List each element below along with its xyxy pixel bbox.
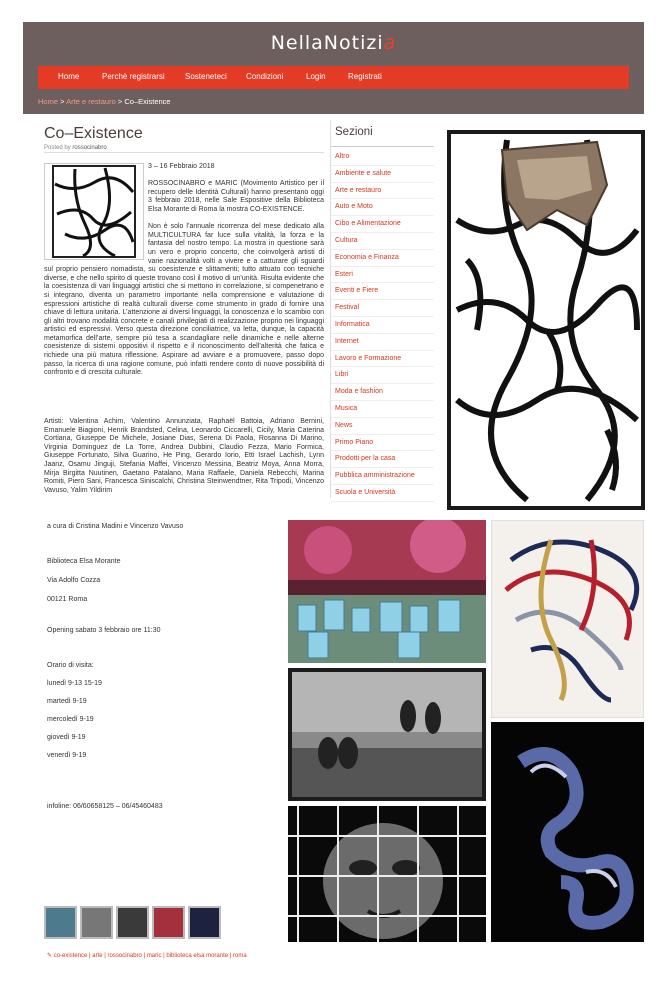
street-text: Via Adolfo Cozza <box>47 577 101 584</box>
sidebar-item[interactable]: Libri <box>331 367 434 384</box>
sidebar-item[interactable]: Esteri <box>331 267 434 284</box>
thumbnail-2[interactable] <box>80 906 113 939</box>
tag-list: ✎ co-existence | arte | rossocinabro | maric | biblioteca elsa morante | roma <box>47 953 247 959</box>
sidebar-item[interactable]: Cibo e Alimentazione <box>331 216 434 233</box>
hours-wednesday: mercoledì 9-19 <box>47 716 94 723</box>
nav-perche-registrarsi[interactable]: Perchè registrarsi <box>102 72 165 81</box>
tag-link[interactable]: rossocinabro <box>107 953 142 959</box>
hours-monday: lunedì 9-13 15-19 <box>47 680 102 687</box>
sidebar-item[interactable]: Pubblica amministrazione <box>331 468 434 485</box>
city-text: 00121 Roma <box>47 596 88 603</box>
gallery-image-chairs[interactable] <box>288 520 486 663</box>
tag-link[interactable]: arte <box>92 953 103 959</box>
sidebar-item[interactable]: Economia e Finanza <box>331 250 434 267</box>
sidebar-item[interactable]: Eventi e Fiere <box>331 283 434 300</box>
gallery-image-face[interactable] <box>288 806 486 942</box>
sidebar-item[interactable]: Moda e fashion <box>331 384 434 401</box>
sidebar-item[interactable]: Internet <box>331 334 434 351</box>
breadcrumb-section[interactable]: Arte e restauro <box>66 97 116 106</box>
artists-list: Artisti: Valentina Achim, Valentino Annunziata, Raphaël Battoia, Adriano Bernini, Emanuele Biagioni, Henrik Brandsted, Celina, Leonardo Ciccarelli, Cicily, Maria Caterina Cortiana, Giuseppe De Michele, Josiane Dias, Serena Di Paola, Rosanna Di Marino, Virginia Dominguez de La Torre, Andrea Dubbini, Claudio Fezza, Mario Formica, Giuseppe Fortunato, Silva Guarino, He Ping, Gerardo Iorio, Etti Israel Lachish, Lynn Jaanz, Osamu Jinguji, Stefania Maffei, Vincenzo Messina, Beatriz Moya, Anna Morra, Mirja Birgitta Nuutinen, Gaetano Patalano, Maria Raffaele, Daniela Rebecchi, Marina Romiti, Piero Sani, Francesca Siniscalchi, Christina Steinwendtner, Rita Tripodi, Vincenzo Vavuso, Yalim Yildirim <box>44 418 324 494</box>
sections-sidebar <box>330 120 434 498</box>
sidebar-item[interactable]: Informatica <box>331 317 434 334</box>
hours-label: Orario di visita: <box>47 662 94 669</box>
gallery-image-street-photo[interactable] <box>288 668 486 801</box>
sidebar-title: Sezioni <box>331 120 434 147</box>
gallery-image-mask[interactable] <box>491 520 644 718</box>
tag-icon: ✎ <box>47 953 54 959</box>
tag-link[interactable]: co-existence <box>53 953 88 959</box>
breadcrumb-home[interactable]: Home <box>38 97 59 106</box>
gallery-image-blue-figure[interactable] <box>491 722 644 942</box>
hours-tuesday: martedì 9-19 <box>47 698 87 705</box>
nav-condizioni[interactable]: Condizioni <box>246 72 284 81</box>
breadcrumb: Home > Arte e restauro > Co–Existence <box>38 97 171 106</box>
site-header <box>23 22 644 114</box>
tag-link[interactable]: roma <box>233 953 247 959</box>
venue-text: Biblioteca Elsa Morante <box>47 558 121 565</box>
infoline-text: infoline: 06/60658125 – 06/45460483 <box>47 803 163 810</box>
nav-registrati[interactable]: Registrati <box>348 72 382 81</box>
sidebar-item[interactable]: Altro <box>331 149 434 166</box>
thumbnail-5[interactable] <box>188 906 221 939</box>
sidebar-item[interactable]: Primo Piano <box>331 435 434 452</box>
tag-link[interactable]: biblioteca elsa morante <box>166 953 229 959</box>
tag-link[interactable]: maric <box>146 953 162 959</box>
sidebar-item[interactable]: Auto e Moto <box>331 199 434 216</box>
sidebar-item[interactable]: Lavoro e Formazione <box>331 351 434 368</box>
article-date: 3 – 16 Febbraio 2018 <box>148 163 215 170</box>
thumbnail-3[interactable] <box>116 906 149 939</box>
post-title: Co–Existence <box>44 125 143 142</box>
nav-login[interactable]: Login <box>306 72 326 81</box>
main-nav <box>38 66 629 89</box>
posted-by: Posted by rossocinabro <box>44 145 107 151</box>
hours-thursday: giovedì 9-19 <box>47 734 86 741</box>
author-link[interactable]: rossocinabro <box>72 145 107 151</box>
sidebar-item[interactable]: Prodotti per la casa <box>331 451 434 468</box>
divider <box>44 152 324 153</box>
sidebar-item[interactable]: Musica <box>331 401 434 418</box>
thumbnail-1[interactable] <box>44 906 77 939</box>
sidebar-item[interactable]: Cultura <box>331 233 434 250</box>
sidebar-item[interactable]: News <box>331 418 434 435</box>
sidebar-item[interactable]: Scuola e Università <box>331 485 434 502</box>
site-logo[interactable]: NellaNotizia <box>270 32 397 54</box>
nav-home[interactable]: Home <box>58 72 80 81</box>
sidebar-item[interactable]: Arte e restauro <box>331 183 434 200</box>
article-thumbnail[interactable] <box>44 163 144 260</box>
article-paragraph: ROSSOCINABRO e MARIC (Movimento Artistico per il recupero delle Identità Culturali) hanno presentano oggi 3 febbraio 2018, nelle Sale Espositive della Biblioteca Elsa Morante di Roma la mostra CO-EXISTENCE. <box>148 180 324 213</box>
hours-friday: venerdì 9-19 <box>47 752 87 759</box>
opening-text: Opening sabato 3 febbraio ore 11:30 <box>47 627 161 634</box>
curator-text: a cura di Cristina Madini e Vincenzo Vavuso <box>47 523 184 530</box>
breadcrumb-current: Co–Existence <box>124 97 171 106</box>
sidebar-item[interactable]: Ambiente e salute <box>331 166 434 183</box>
sidebar-item[interactable]: Festival <box>331 300 434 317</box>
artwork-coexistence[interactable] <box>447 130 645 510</box>
article-paragraph: Non è solo l’annuale ricorrenza del mese dedicato alla MULTICULTURA far luce sulla vitalità, la forza e la fantasia del nostro tempo. La mostra in questione sarà un vero e proprio concerto, che coinvolgerà artisti di varie nazionalità volti a vivere e a catturare gli sguardi sul proprio pensiero nomadista, su coesistenze e slittamenti; tutto attuato con tecniche diverse, e che nello spirito di queste trovano così il motivo di un’unità. Risulta evidente che la coesistenza di vari linguaggi artistici che si mettono in correlazione, si compenetrano e si integrano, diventa un parametro importante nella comprensione e valutazione di espressioni artistiche di realtà culturali diverse come strumento in grado di fornire una chiave di lettura unitaria. L’attenzione ai diversi linguaggi, la conoscenza e lo scambio con gli altri trovano modalità concrete e canali privilegiati di realizzazione proprio nei linguaggi artistici ed espressivi. Verso questa direzione conciliatrice, va letta, dunque, la capacità metamorfica dell’arte, sempre più tesa a scandagliare nelle dinamiche e nelle alterne coesistenze di sistemi oppositivi il rispetto e il riconoscimento dell’alterità che fatica e richiede una più matura riflessione. Aspirare ad avviare e a promuovere, passo dopo passo, la ricerca di una ragione comune, può infatti rendere conto di nuove possibilità di confronto e di crescita culturale. <box>44 223 324 377</box>
nav-sosteneteci[interactable]: Sosteneteci <box>185 72 227 81</box>
thumbnail-4[interactable] <box>152 906 185 939</box>
